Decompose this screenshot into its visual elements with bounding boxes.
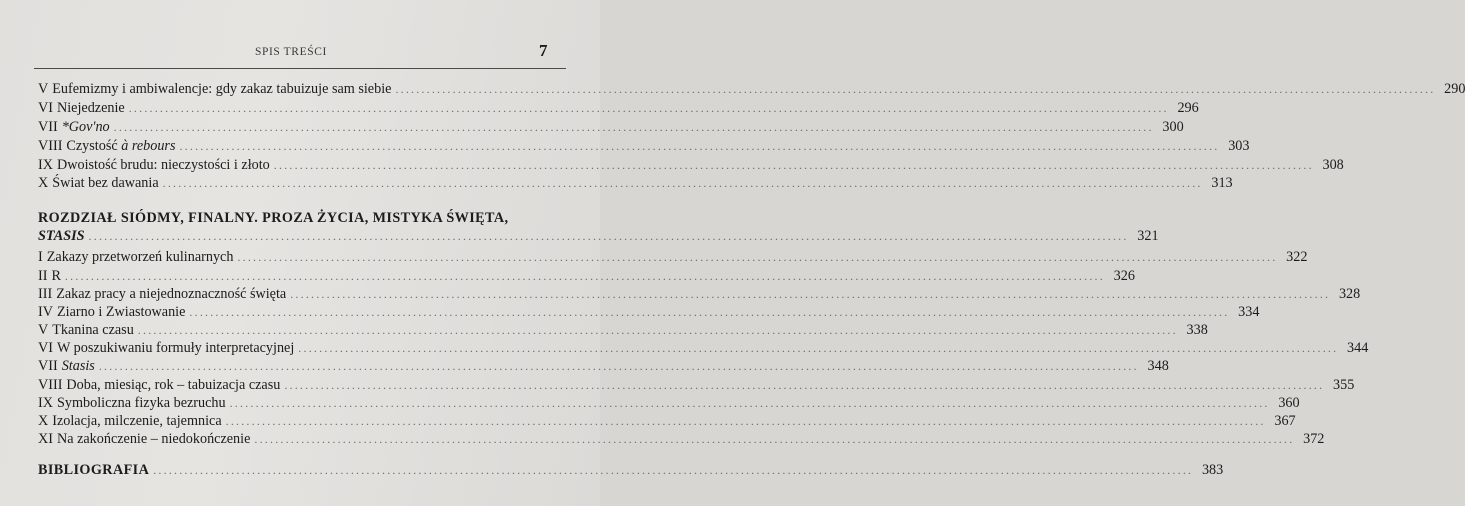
entry-page: 296 (1177, 100, 1199, 116)
toc-entry (38, 247, 1308, 267)
bibliography-label: BIBLIOGRAFIA (38, 462, 150, 478)
entry-title: Na zakończenie – niedokończenie (56, 431, 251, 447)
toc-entry (38, 117, 1184, 137)
entry-title-italic: à rebours (121, 138, 176, 154)
entry-title: Doba, miesiąc, rok – tabuizacja czasu (66, 377, 281, 393)
entry-title: Czystość (66, 138, 118, 154)
entry-page: 348 (1147, 358, 1169, 374)
entry-title: *Gov'no (61, 119, 110, 135)
toc-entry (38, 98, 1199, 118)
dot-leader: ........................................................................................................................................................................................................ (254, 432, 1295, 446)
entry-number: IX (38, 395, 53, 411)
entry-number: X (38, 413, 49, 429)
entry-page: 372 (1303, 431, 1325, 447)
entry-number: V (38, 322, 49, 338)
entry-page: 355 (1333, 377, 1355, 393)
entry-page: 322 (1286, 249, 1308, 265)
entry-number: VI (38, 100, 53, 116)
toc-entry (38, 302, 1260, 322)
toc-entry (38, 411, 1296, 431)
toc-entry (38, 155, 1344, 175)
dot-leader: ........................................................................................................................................................................................................ (88, 229, 1129, 243)
toc-entry (38, 79, 1465, 99)
chapter-page: 321 (1137, 228, 1159, 244)
chapter-title-stasis: STASIS (38, 228, 85, 244)
dot-leader: ........................................................................................................................................................................................................ (395, 82, 1436, 96)
entry-title: Zakaz pracy a niejednoznaczność święta (56, 286, 287, 302)
entry-number: IX (38, 157, 53, 173)
dot-leader: ........................................................................................................................................................................................................ (153, 463, 1194, 477)
entry-title-italic: Stasis (61, 358, 95, 374)
toc-entry-bibliography (38, 460, 1224, 480)
toc-entry (38, 173, 1233, 193)
dot-leader: ........................................................................................................................................................................................................ (290, 287, 1331, 301)
entry-number: VII (38, 119, 58, 135)
entry-number: VI (38, 340, 53, 356)
dot-leader: ........................................................................................................................................................................................................ (64, 269, 1105, 283)
toc-entry (38, 429, 1325, 449)
entry-title: Symboliczna fizyka bezruchu (56, 395, 226, 411)
toc-entry (38, 136, 1250, 156)
dot-leader: ........................................................................................................................................................................................................ (237, 250, 1278, 264)
toc-entry (38, 266, 1135, 286)
entry-page: 308 (1322, 157, 1344, 173)
entry-title: Zakazy przetworzeń kulinarnych (46, 249, 234, 265)
entry-number: V (38, 81, 49, 97)
dot-leader: ........................................................................................................................................................................................................ (179, 139, 1220, 153)
entry-title: Niejedzenie (56, 100, 125, 116)
entry-title: Ziarno i Zwiastowanie (56, 304, 186, 320)
toc-entry (38, 320, 1208, 340)
entry-page: 334 (1238, 304, 1260, 320)
page-number: 7 (539, 41, 548, 60)
entry-page: 303 (1228, 138, 1250, 154)
header-rule (34, 68, 566, 69)
toc-entry (38, 393, 1300, 413)
entry-title: Dwoistość brudu: nieczystości i złoto (56, 157, 270, 173)
entry-number: VIII (38, 138, 63, 154)
entry-number: XI (38, 431, 53, 447)
dot-leader: ........................................................................................................................................................................................................ (113, 120, 1154, 134)
toc-entry (38, 356, 1169, 376)
entry-page: 328 (1338, 286, 1361, 302)
dot-leader: ........................................................................................................................................................................................................ (98, 359, 1139, 373)
entry-title: R (51, 268, 61, 284)
entry-page: 344 (1347, 340, 1369, 356)
dot-leader: ........................................................................................................................................................................................................ (225, 414, 1266, 428)
entry-page: 313 (1211, 175, 1233, 191)
entry-page: 300 (1162, 119, 1184, 135)
chapter-heading: ROZDZIAŁ SIÓDMY, FINALNY. PROZA ŻYCIA, MISTYKA ŚWIĘTA, (38, 210, 509, 226)
dot-leader: ........................................................................................................................................................................................................ (273, 158, 1314, 172)
entry-page: 360 (1278, 395, 1300, 411)
toc-entry (38, 284, 1361, 304)
entry-title: Izolacja, milczenie, tajemnica (52, 413, 222, 429)
running-header (0, 41, 600, 68)
entry-page: 367 (1274, 413, 1296, 429)
entry-number: I (38, 249, 43, 265)
toc-entry (38, 375, 1355, 395)
entry-title: Eufemizmy i ambiwalencje: gdy zakaz tabuizuje sam siebie (52, 81, 392, 97)
entry-number: X (38, 175, 49, 191)
dot-leader: ........................................................................................................................................................................................................ (137, 323, 1178, 337)
dot-leader: ........................................................................................................................................................................................................ (189, 305, 1230, 319)
entry-title: Tkanina czasu (52, 322, 134, 338)
entry-title: W poszukiwaniu formuły interpretacyjnej (56, 340, 295, 356)
dot-leader: ........................................................................................................................................................................................................ (298, 341, 1339, 355)
toc-entry (38, 338, 1369, 358)
entry-title: Świat bez dawania (52, 175, 159, 191)
dot-leader: ........................................................................................................................................................................................................ (284, 378, 1325, 392)
entry-number: IV (38, 304, 53, 320)
header-title: SPIS TREŚCI (255, 46, 327, 58)
entry-page: 290 (1444, 81, 1465, 97)
dot-leader: ........................................................................................................................................................................................................ (162, 176, 1203, 190)
entry-number: VIII (38, 377, 63, 393)
entry-number: VII (38, 358, 58, 374)
entry-number: II (38, 268, 48, 284)
entry-page: 326 (1113, 268, 1135, 284)
chapter-heading-line2 (38, 226, 1159, 246)
bibliography-page: 383 (1201, 462, 1224, 478)
entry-page: 338 (1186, 322, 1208, 338)
dot-leader: ........................................................................................................................................................................................................ (229, 396, 1270, 410)
entry-number: III (38, 286, 53, 302)
dot-leader: ........................................................................................................................................................................................................ (128, 101, 1169, 115)
